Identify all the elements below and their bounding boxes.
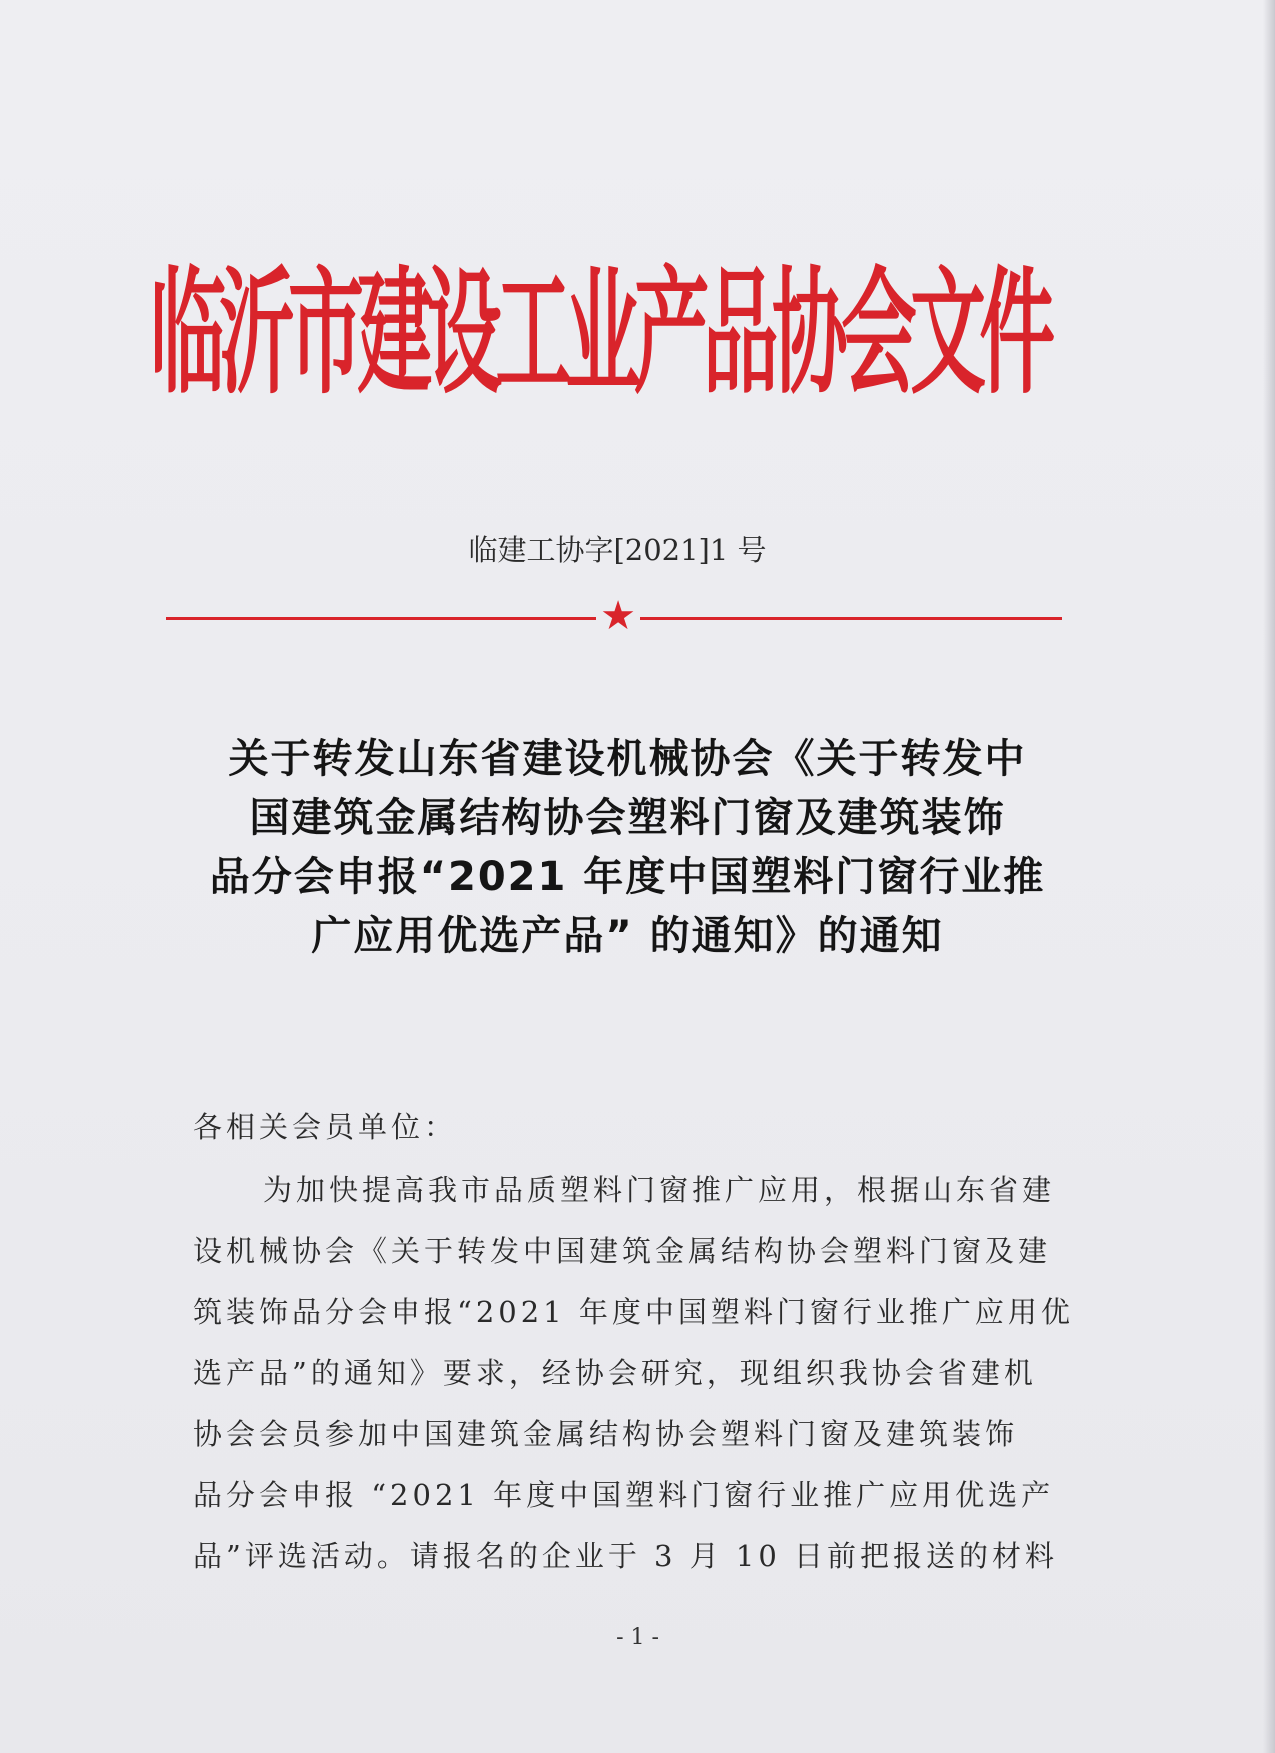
red-rule-right bbox=[640, 617, 1062, 620]
body-line: 品”评选活动。请报名的企业于 3 月 10 日前把报送的材料 bbox=[193, 1539, 1059, 1573]
red-masthead: 临沂市建设工业产品协会文件 bbox=[150, 254, 1049, 413]
title-line: 广应用优选产品” 的通知》的通知 bbox=[311, 913, 944, 959]
body-line: 选产品”的通知》要求，经协会研究，现组织我协会省建机 bbox=[193, 1356, 1037, 1390]
document-title bbox=[180, 730, 1075, 966]
body-line: 为加快提高我市品质塑料门窗推广应用，根据山东省建 bbox=[263, 1173, 1056, 1207]
title-line: 关于转发山东省建设机械协会《关于转发中 bbox=[228, 736, 1027, 782]
body-paragraph bbox=[193, 1160, 1074, 1587]
body-line: 协会会员参加中国建筑金属结构协会塑料门窗及建筑装饰 bbox=[193, 1417, 1019, 1451]
body-line: 筑装饰品分会申报“2021 年度中国塑料门窗行业推广应用优 bbox=[193, 1295, 1074, 1329]
document-number: 临建工协字[2021]1 号 bbox=[468, 533, 767, 567]
title-line: 国建筑金属结构协会塑料门窗及建筑装饰 bbox=[249, 795, 1006, 841]
star-icon: ★ bbox=[600, 593, 636, 639]
salutation: 各相关会员单位： bbox=[193, 1110, 458, 1144]
title-line: 品分会申报“2021 年度中国塑料门窗行业推 bbox=[209, 854, 1046, 900]
body-line: 设机械协会《关于转发中国建筑金属结构协会塑料门窗及建 bbox=[193, 1234, 1052, 1268]
red-rule-left bbox=[166, 617, 596, 620]
page-edge-shadow bbox=[1263, 0, 1275, 1753]
page-number: - 1 - bbox=[616, 1625, 659, 1650]
body-line: 品分会申报 “2021 年度中国塑料门窗行业推广应用优选产 bbox=[193, 1478, 1055, 1512]
